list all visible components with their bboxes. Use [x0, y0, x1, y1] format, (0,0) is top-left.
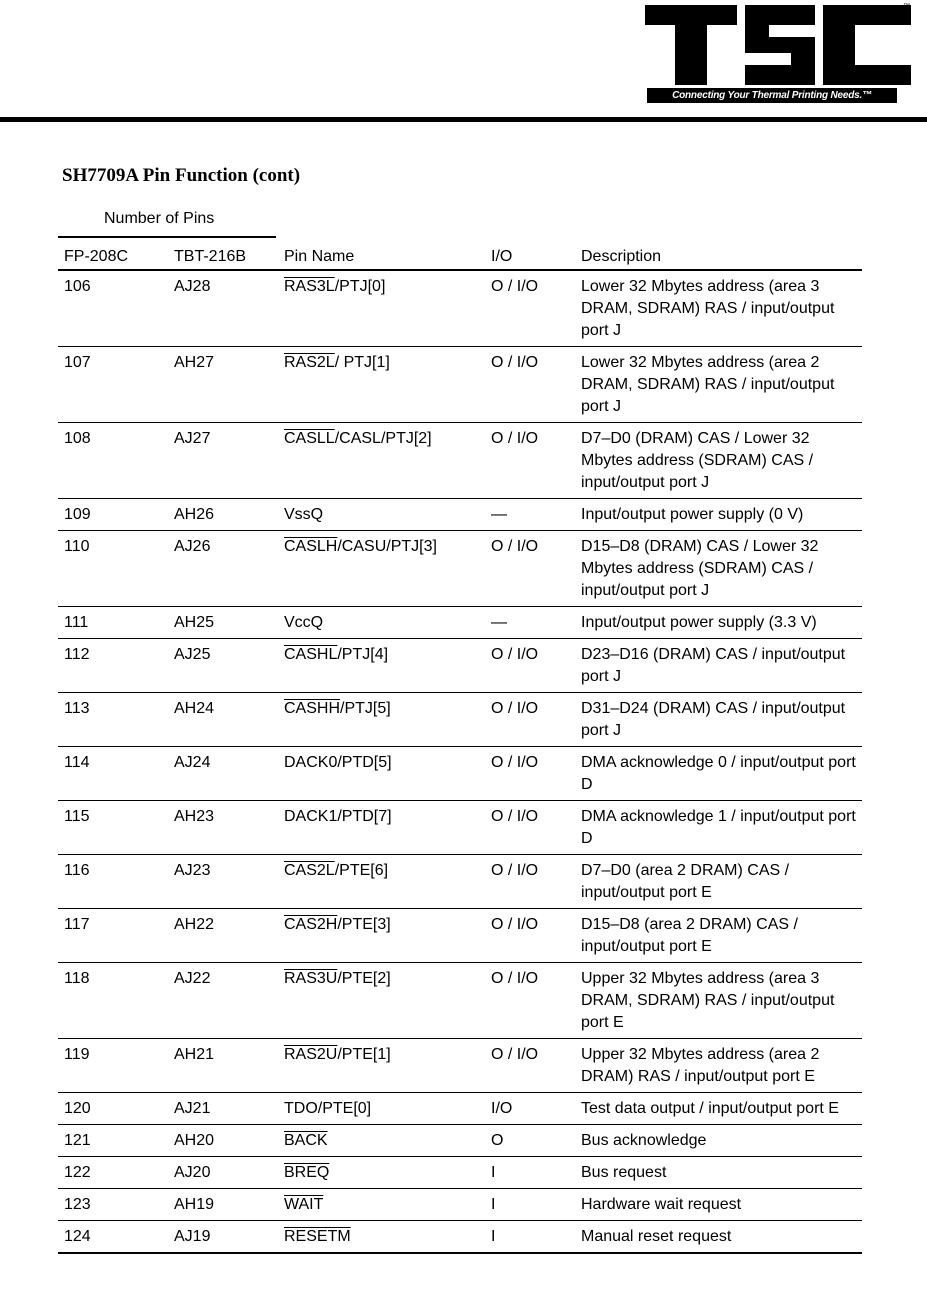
pin-name-active-low: RAS3L — [284, 278, 335, 295]
fp208c-cell: 114 — [58, 747, 168, 801]
table-row — [58, 1221, 862, 1254]
io-cell: O / I/O — [485, 639, 575, 693]
tbt216b-cell: AH20 — [168, 1125, 278, 1157]
fp208c-cell: 108 — [58, 423, 168, 499]
tbt216b-cell: AJ21 — [168, 1093, 278, 1125]
tbt216b-cell: AH22 — [168, 909, 278, 963]
pin-name-active-low: CAS2L — [284, 862, 335, 879]
io-cell: — — [485, 607, 575, 639]
pin-name-suffix: /CASU/PTJ[3] — [337, 538, 437, 555]
pin-name-suffix: /PTE[2] — [337, 970, 391, 987]
description-cell: D23–D16 (DRAM) CAS / input/output port J — [575, 639, 862, 693]
tbt216b-cell: AJ22 — [168, 963, 278, 1039]
pin-name-cell — [278, 693, 485, 747]
column-header-fp208c: FP-208C — [58, 238, 168, 270]
tsc-logo-mark — [645, 3, 913, 87]
pin-table-body — [58, 270, 862, 1253]
io-cell: — — [485, 499, 575, 531]
fp208c-cell: 122 — [58, 1157, 168, 1189]
table-header-row — [58, 238, 862, 270]
tbt216b-cell: AH24 — [168, 693, 278, 747]
pin-name-active-low: CASLL — [284, 430, 335, 447]
table-row — [58, 1125, 862, 1157]
column-header-description: Description — [575, 238, 862, 270]
pin-name-active-low: WAIT — [284, 1196, 324, 1213]
fp208c-cell: 107 — [58, 347, 168, 423]
tbt216b-cell: AH26 — [168, 499, 278, 531]
pin-name-active-low: BREQ — [284, 1164, 330, 1181]
pin-name-suffix: /PTJ[0] — [334, 278, 386, 295]
pin-name-active-low: BACK — [284, 1132, 328, 1149]
description-cell: DMA acknowledge 1 / input/output port D — [575, 801, 862, 855]
pin-name-suffix: VccQ — [284, 614, 324, 631]
io-cell: O / I/O — [485, 747, 575, 801]
description-cell: Upper 32 Mbytes address (area 3 DRAM, SDRAM) RAS / input/output port E — [575, 963, 862, 1039]
fp208c-cell: 106 — [58, 270, 168, 347]
pin-name-active-low: CAS2H — [284, 916, 338, 933]
tbt216b-cell: AJ23 — [168, 855, 278, 909]
pin-name-cell — [278, 347, 485, 423]
fp208c-cell: 119 — [58, 1039, 168, 1093]
io-cell: O / I/O — [485, 270, 575, 347]
pin-name-active-low: RAS2L — [284, 354, 335, 371]
pin-name-suffix: DACK1/PTD[7] — [284, 808, 392, 825]
pin-name-suffix: TDO/PTE[0] — [284, 1100, 372, 1117]
fp208c-cell: 110 — [58, 531, 168, 607]
table-row — [58, 1039, 862, 1093]
pin-name-cell — [278, 1221, 485, 1254]
pin-name-cell — [278, 607, 485, 639]
table-row — [58, 531, 862, 607]
description-cell: Lower 32 Mbytes address (area 2 DRAM, SDRAM) RAS / input/output port J — [575, 347, 862, 423]
header-rule — [0, 117, 927, 122]
table-row — [58, 801, 862, 855]
fp208c-cell: 113 — [58, 693, 168, 747]
io-cell: O / I/O — [485, 855, 575, 909]
table-row — [58, 423, 862, 499]
description-cell: Upper 32 Mbytes address (area 2 DRAM) RAS / input/output port E — [575, 1039, 862, 1093]
trademark-symbol: ™ — [903, 3, 910, 10]
pin-name-suffix: /CASL/PTJ[2] — [334, 430, 432, 447]
io-cell: I — [485, 1221, 575, 1254]
pin-name-active-low: RAS2U — [284, 1046, 338, 1063]
fp208c-cell: 116 — [58, 855, 168, 909]
pin-name-cell — [278, 1039, 485, 1093]
table-row — [58, 747, 862, 801]
tbt216b-cell: AH23 — [168, 801, 278, 855]
fp208c-cell: 118 — [58, 963, 168, 1039]
io-cell: O / I/O — [485, 531, 575, 607]
description-cell: Input/output power supply (0 V) — [575, 499, 862, 531]
fp208c-cell: 117 — [58, 909, 168, 963]
pin-name-cell — [278, 855, 485, 909]
column-header-tbt216b: TBT-216B — [168, 238, 278, 270]
description-cell: Manual reset request — [575, 1221, 862, 1254]
io-cell: O / I/O — [485, 693, 575, 747]
pin-name-cell — [278, 499, 485, 531]
pin-name-cell — [278, 963, 485, 1039]
pin-name-cell — [278, 531, 485, 607]
fp208c-cell: 111 — [58, 607, 168, 639]
tbt216b-cell: AJ19 — [168, 1221, 278, 1254]
tbt216b-cell: AJ20 — [168, 1157, 278, 1189]
io-cell: I — [485, 1189, 575, 1221]
pin-name-cell — [278, 639, 485, 693]
pin-name-suffix: /PTE[3] — [337, 916, 391, 933]
pin-name-suffix: /PTJ[4] — [337, 646, 389, 663]
fp208c-cell: 112 — [58, 639, 168, 693]
tbt216b-cell: AH21 — [168, 1039, 278, 1093]
tbt216b-cell: AJ25 — [168, 639, 278, 693]
io-cell: O / I/O — [485, 347, 575, 423]
fp208c-cell: 115 — [58, 801, 168, 855]
pin-name-suffix: / PTJ[1] — [334, 354, 390, 371]
table-row — [58, 347, 862, 423]
fp208c-cell: 109 — [58, 499, 168, 531]
description-cell: Bus acknowledge — [575, 1125, 862, 1157]
table-row — [58, 693, 862, 747]
description-cell: D7–D0 (area 2 DRAM) CAS / input/output port E — [575, 855, 862, 909]
table-row — [58, 1157, 862, 1189]
io-cell: O / I/O — [485, 1039, 575, 1093]
page-title: SH7709A Pin Function (cont) — [62, 165, 301, 186]
tbt216b-cell: AJ26 — [168, 531, 278, 607]
table-row — [58, 270, 862, 347]
description-cell: Lower 32 Mbytes address (area 3 DRAM, SDRAM) RAS / input/output port J — [575, 270, 862, 347]
table-row — [58, 639, 862, 693]
pin-name-active-low: CASHL — [284, 646, 338, 663]
pin-name-cell — [278, 423, 485, 499]
pin-name-suffix: /PTJ[5] — [340, 700, 391, 717]
table-row — [58, 909, 862, 963]
io-cell: O / I/O — [485, 909, 575, 963]
tsc-logo — [645, 3, 913, 107]
pin-name-suffix: /PTE[6] — [334, 862, 389, 879]
column-header-pin-name: Pin Name — [278, 238, 485, 270]
tbt216b-cell: AH19 — [168, 1189, 278, 1221]
pin-function-table — [58, 238, 862, 1254]
description-cell: Hardware wait request — [575, 1189, 862, 1221]
tbt216b-cell: AJ24 — [168, 747, 278, 801]
description-cell: D31–D24 (DRAM) CAS / input/output port J — [575, 693, 862, 747]
io-cell: I — [485, 1157, 575, 1189]
pin-name-cell — [278, 1093, 485, 1125]
table-row — [58, 499, 862, 531]
table-row — [58, 607, 862, 639]
logo-tagline: Connecting Your Thermal Printing Needs.™ — [647, 88, 897, 103]
pin-name-cell — [278, 909, 485, 963]
description-cell: Bus request — [575, 1157, 862, 1189]
pin-name-cell — [278, 1157, 485, 1189]
pin-name-cell — [278, 801, 485, 855]
table-row — [58, 855, 862, 909]
table-row — [58, 1093, 862, 1125]
tbt216b-cell: AH25 — [168, 607, 278, 639]
pin-name-active-low: RAS3U — [284, 970, 338, 987]
io-cell: O / I/O — [485, 423, 575, 499]
fp208c-cell: 123 — [58, 1189, 168, 1221]
io-cell: I/O — [485, 1093, 575, 1125]
pin-name-suffix: VssQ — [284, 506, 324, 523]
pin-name-suffix: DACK0/PTD[5] — [284, 754, 392, 771]
io-cell: O / I/O — [485, 801, 575, 855]
pin-name-cell — [278, 1125, 485, 1157]
pin-name-active-low: RESETM — [284, 1228, 351, 1245]
table-row — [58, 963, 862, 1039]
number-of-pins-label: Number of Pins — [104, 210, 215, 227]
fp208c-cell: 124 — [58, 1221, 168, 1254]
description-cell: Test data output / input/output port E — [575, 1093, 862, 1125]
pin-name-cell — [278, 1189, 485, 1221]
tbt216b-cell: AH27 — [168, 347, 278, 423]
tbt216b-cell: AJ28 — [168, 270, 278, 347]
description-cell: D15–D8 (DRAM) CAS / Lower 32 Mbytes address (SDRAM) CAS / input/output port J — [575, 531, 862, 607]
io-cell: O — [485, 1125, 575, 1157]
table-row — [58, 1189, 862, 1221]
pin-name-cell — [278, 270, 485, 347]
pin-name-active-low: CASHH — [284, 700, 341, 717]
fp208c-cell: 121 — [58, 1125, 168, 1157]
description-cell: Input/output power supply (3.3 V) — [575, 607, 862, 639]
pin-name-active-low: CASLH — [284, 538, 338, 555]
io-cell: O / I/O — [485, 963, 575, 1039]
description-cell: D15–D8 (area 2 DRAM) CAS / input/output port E — [575, 909, 862, 963]
description-cell: D7–D0 (DRAM) CAS / Lower 32 Mbytes address (SDRAM) CAS / input/output port J — [575, 423, 862, 499]
tbt216b-cell: AJ27 — [168, 423, 278, 499]
pin-name-cell — [278, 747, 485, 801]
description-cell: DMA acknowledge 0 / input/output port D — [575, 747, 862, 801]
fp208c-cell: 120 — [58, 1093, 168, 1125]
column-header-io: I/O — [485, 238, 575, 270]
pin-name-suffix: /PTE[1] — [337, 1046, 391, 1063]
